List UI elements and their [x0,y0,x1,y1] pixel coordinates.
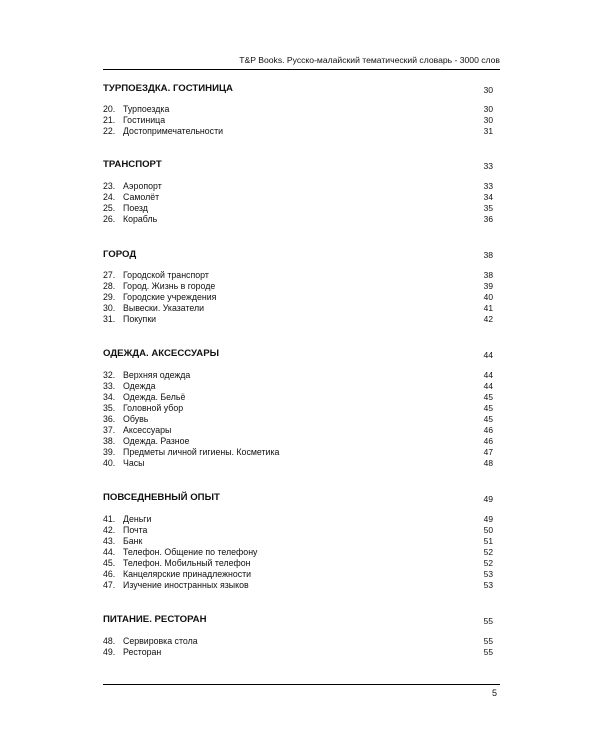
entry-number: 23. [103,181,116,191]
entry-number: 48. [103,636,116,646]
entry-page: 41 [483,303,493,313]
entry-page: 53 [483,569,493,579]
entry-title: Аксессуары [123,425,172,435]
entry-title: Город. Жизнь в городе [123,281,216,291]
entry-number: 25. [103,203,116,213]
toc-entry[interactable] [103,214,493,226]
entry-page: 55 [483,647,493,657]
section-title-city[interactable]: ГОРОД [103,249,137,260]
toc-entry[interactable] [103,580,493,592]
section-page-city: 38 [483,250,493,260]
entry-number: 44. [103,547,116,557]
entry-page: 45 [483,392,493,402]
entry-title: Одежда. Бельё [123,392,186,402]
entry-title: Гостиница [123,115,166,125]
entry-number: 29. [103,292,116,302]
entry-page: 39 [483,281,493,291]
section-title-transport[interactable]: ТРАНСПОРТ [103,159,162,170]
entry-number: 22. [103,126,116,136]
entry-number: 47. [103,580,116,590]
entry-title: Головной убор [123,403,184,413]
entry-number: 28. [103,281,116,291]
entry-page: 45 [483,414,493,424]
footer-rule [103,684,500,685]
entry-number: 27. [103,270,116,280]
entry-page: 42 [483,314,493,324]
entry-page: 50 [483,525,493,535]
entry-title: Обувь [123,414,149,424]
entry-number: 46. [103,569,116,579]
entry-number: 49. [103,647,116,657]
section-page-clothing: 44 [483,350,493,360]
entry-number: 45. [103,558,116,568]
toc-entry[interactable] [103,126,493,138]
entry-page: 36 [483,214,493,224]
running-header: T&P Books. Русско-малайский тематический словарь - 3000 слов [239,55,500,65]
entry-page: 51 [483,536,493,546]
entry-title: Сервировка стола [123,636,198,646]
entry-page: 31 [483,126,493,136]
entry-title: Городской транспорт [123,270,209,280]
entry-title: Ресторан [123,647,162,657]
entry-title: Городские учреждения [123,292,217,302]
entry-title: Достопримечательности [123,126,224,136]
entry-title: Одежда. Разное [123,436,190,446]
entry-page: 52 [483,558,493,568]
section-page-food: 55 [483,616,493,626]
entry-number: 36. [103,414,116,424]
toc-entry[interactable] [103,314,493,326]
entry-page: 48 [483,458,493,468]
entry-page: 53 [483,580,493,590]
entry-page: 34 [483,192,493,202]
entry-number: 42. [103,525,116,535]
entry-number: 30. [103,303,116,313]
entry-number: 39. [103,447,116,457]
entry-number: 32. [103,370,116,380]
entry-number: 35. [103,403,116,413]
entry-page: 38 [483,270,493,280]
entry-title: Одежда [123,381,156,391]
section-title-clothing[interactable]: ОДЕЖДА. АКСЕССУАРЫ [103,348,220,359]
entry-title: Предметы личной гигиены. Косметика [123,447,280,457]
entry-number: 26. [103,214,116,224]
entry-title: Корабль [123,214,158,224]
entry-page: 47 [483,447,493,457]
entry-title: Телефон. Мобильный телефон [123,558,251,568]
entry-number: 20. [103,104,116,114]
section-title-food[interactable]: ПИТАНИЕ. РЕСТОРАН [103,614,207,625]
entry-page: 45 [483,403,493,413]
page-number: 5 [491,688,497,698]
entry-title: Покупки [123,314,157,324]
entry-page: 30 [483,115,493,125]
entry-page: 55 [483,636,493,646]
entry-title: Верхняя одежда [123,370,191,380]
entry-number: 40. [103,458,116,468]
entry-page: 35 [483,203,493,213]
entry-number: 31. [103,314,116,324]
header-rule [103,69,500,70]
entry-title: Аэропорт [123,181,162,191]
entry-title: Поезд [123,203,148,213]
entry-number: 41. [103,514,116,524]
entry-number: 37. [103,425,116,435]
entry-title: Вывески. Указатели [123,303,205,313]
section-title-travel[interactable]: ТУРПОЕЗДКА. ГОСТИНИЦА [103,83,233,94]
entry-title: Канцелярские принадлежности [123,569,252,579]
entry-page: 30 [483,104,493,114]
section-page-everyday: 49 [483,494,493,504]
entry-page: 44 [483,370,493,380]
entry-title: Банк [123,536,143,546]
toc-entry[interactable] [103,458,493,470]
section-page-transport: 33 [483,161,493,171]
entry-title: Самолёт [123,192,160,202]
entry-number: 34. [103,392,116,402]
entry-number: 21. [103,115,116,125]
section-title-everyday[interactable]: ПОВСЕДНЕВНЫЙ ОПЫТ [103,492,220,503]
entry-number: 43. [103,536,116,546]
entry-title: Часы [123,458,145,468]
entry-title: Изучение иностранных языков [123,580,249,590]
entry-page: 46 [483,436,493,446]
entry-number: 38. [103,436,116,446]
entry-page: 40 [483,292,493,302]
entry-page: 49 [483,514,493,524]
entry-title: Деньги [123,514,152,524]
entry-title: Турпоездка [123,104,170,114]
entry-page: 44 [483,381,493,391]
entry-number: 33. [103,381,116,391]
entry-title: Почта [123,525,148,535]
entry-page: 46 [483,425,493,435]
toc-entry[interactable] [103,647,493,659]
entry-page: 52 [483,547,493,557]
entry-number: 24. [103,192,116,202]
section-page-travel: 30 [483,85,493,95]
entry-title: Телефон. Общение по телефону [123,547,258,557]
entry-page: 33 [483,181,493,191]
